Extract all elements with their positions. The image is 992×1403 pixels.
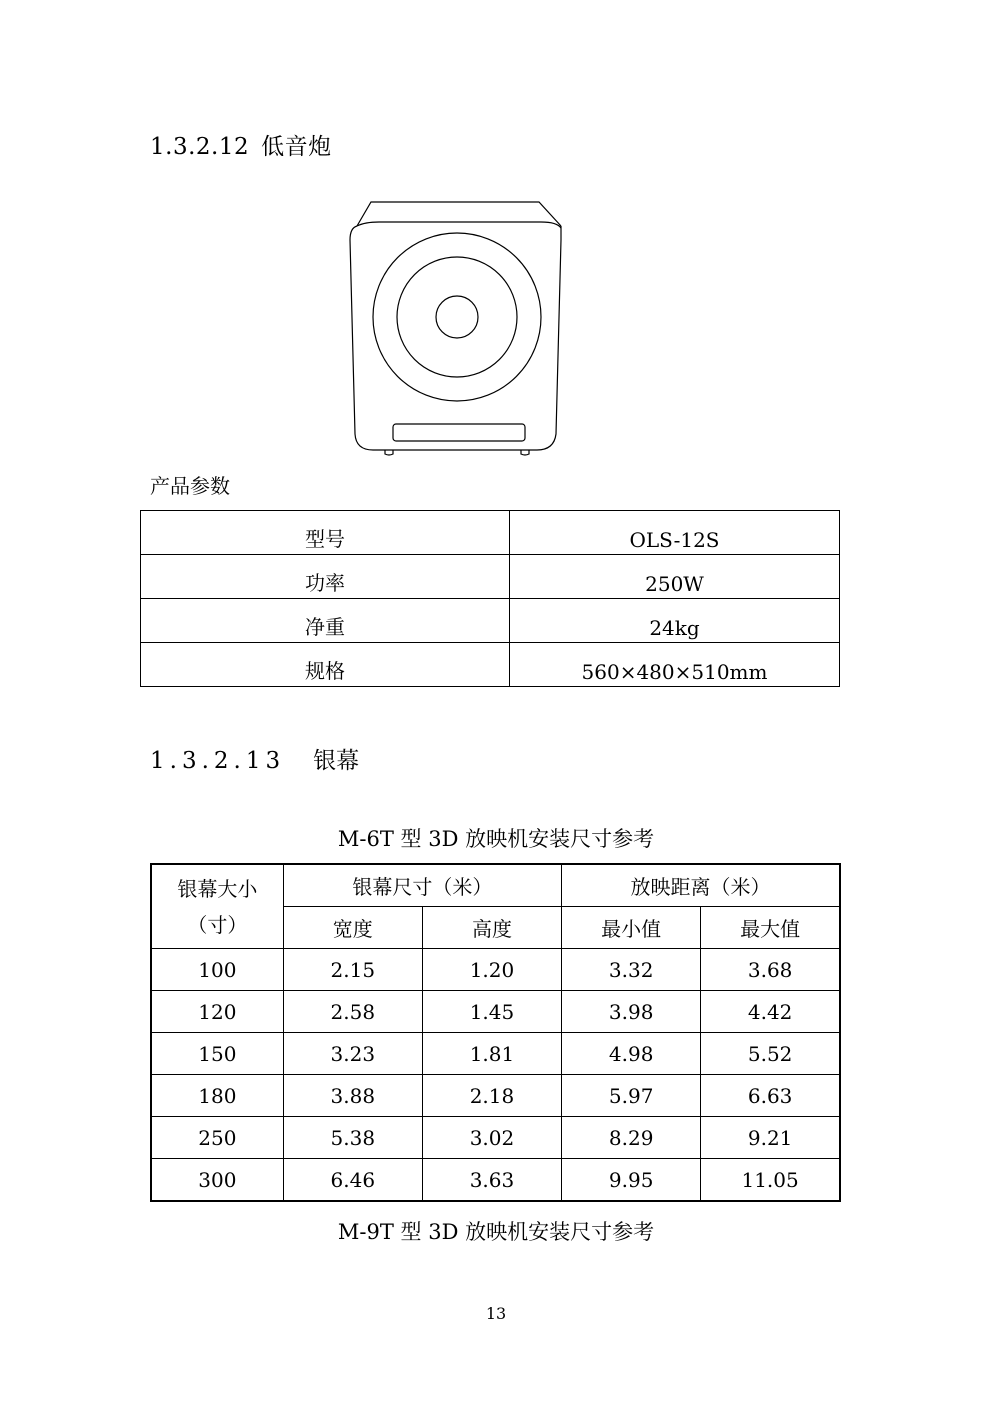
cell-height: 3.63	[422, 1159, 561, 1202]
section-title: 银幕	[313, 748, 360, 774]
cell-max-distance: 9.21	[701, 1117, 840, 1159]
spec-table	[140, 510, 840, 687]
cell-max-distance: 11.05	[701, 1159, 840, 1202]
cell-screen-size: 150	[151, 1033, 283, 1075]
header-screen-size	[151, 864, 283, 949]
header-width: 宽度	[283, 907, 422, 949]
cell-min-distance: 5.97	[562, 1075, 701, 1117]
header-min: 最小值	[562, 907, 701, 949]
table-row	[151, 1033, 840, 1075]
cell-screen-size: 180	[151, 1075, 283, 1117]
spec-key: 功率	[141, 555, 510, 599]
spec-key: 净重	[141, 599, 510, 643]
spec-value: 24kg	[510, 599, 840, 643]
table-row	[141, 599, 840, 643]
header-height: 高度	[422, 907, 561, 949]
cell-width: 3.88	[283, 1075, 422, 1117]
spec-value: OLS-12S	[510, 511, 840, 555]
section-number: 1.3.2.13	[150, 748, 286, 774]
table-row	[151, 1117, 840, 1159]
table-row	[151, 991, 840, 1033]
table-row	[151, 949, 840, 991]
cell-height: 1.45	[422, 991, 561, 1033]
spec-key: 规格	[141, 643, 510, 687]
section-heading-screen	[150, 742, 359, 775]
header-projection-distance: 放映距离（米）	[562, 864, 840, 907]
section-heading-subwoofer	[150, 128, 332, 161]
cell-screen-size: 120	[151, 991, 283, 1033]
table-row	[141, 555, 840, 599]
cell-max-distance: 6.63	[701, 1075, 840, 1117]
cell-height: 2.18	[422, 1075, 561, 1117]
spec-value: 250W	[510, 555, 840, 599]
cell-min-distance: 8.29	[562, 1117, 701, 1159]
spec-value: 560×480×510mm	[510, 643, 840, 687]
subwoofer-illustration	[345, 198, 567, 462]
screen-size-table	[150, 863, 841, 1202]
header-screen-size-label: 银幕大小	[177, 876, 258, 901]
cell-min-distance: 3.98	[562, 991, 701, 1033]
table-row	[151, 1159, 840, 1202]
cell-width: 2.58	[283, 991, 422, 1033]
cell-max-distance: 4.42	[701, 991, 840, 1033]
table-header-row	[151, 864, 840, 907]
cell-width: 6.46	[283, 1159, 422, 1202]
cell-width: 2.15	[283, 949, 422, 991]
table-row	[151, 1075, 840, 1117]
section-title: 低音炮	[261, 134, 332, 160]
table-caption: M-6T 型 3D 放映机安装尺寸参考	[337, 827, 655, 851]
subwoofer-drawing	[345, 198, 567, 458]
table-caption-2: M-9T 型 3D 放映机安装尺寸参考	[337, 1220, 655, 1244]
table-row	[141, 643, 840, 687]
header-screen-dimensions: 银幕尺寸（米）	[283, 864, 561, 907]
cell-height: 1.81	[422, 1033, 561, 1075]
section-number: 1.3.2.12	[150, 134, 250, 160]
cell-width: 3.23	[283, 1033, 422, 1075]
cell-min-distance: 9.95	[562, 1159, 701, 1202]
spec-key: 型号	[141, 511, 510, 555]
cell-max-distance: 3.68	[701, 949, 840, 991]
cell-width: 5.38	[283, 1117, 422, 1159]
cell-height: 1.20	[422, 949, 561, 991]
cell-max-distance: 5.52	[701, 1033, 840, 1075]
cell-min-distance: 4.98	[562, 1033, 701, 1075]
cell-screen-size: 300	[151, 1159, 283, 1202]
cell-min-distance: 3.32	[562, 949, 701, 991]
cell-screen-size: 250	[151, 1117, 283, 1159]
table-row	[141, 511, 840, 555]
header-screen-size-unit: （寸）	[187, 912, 248, 937]
header-max: 最大值	[701, 907, 840, 949]
cell-height: 3.02	[422, 1117, 561, 1159]
cell-screen-size: 100	[151, 949, 283, 991]
product-parameters-label: 产品参数	[150, 474, 230, 498]
page-number: 13	[485, 1304, 507, 1323]
